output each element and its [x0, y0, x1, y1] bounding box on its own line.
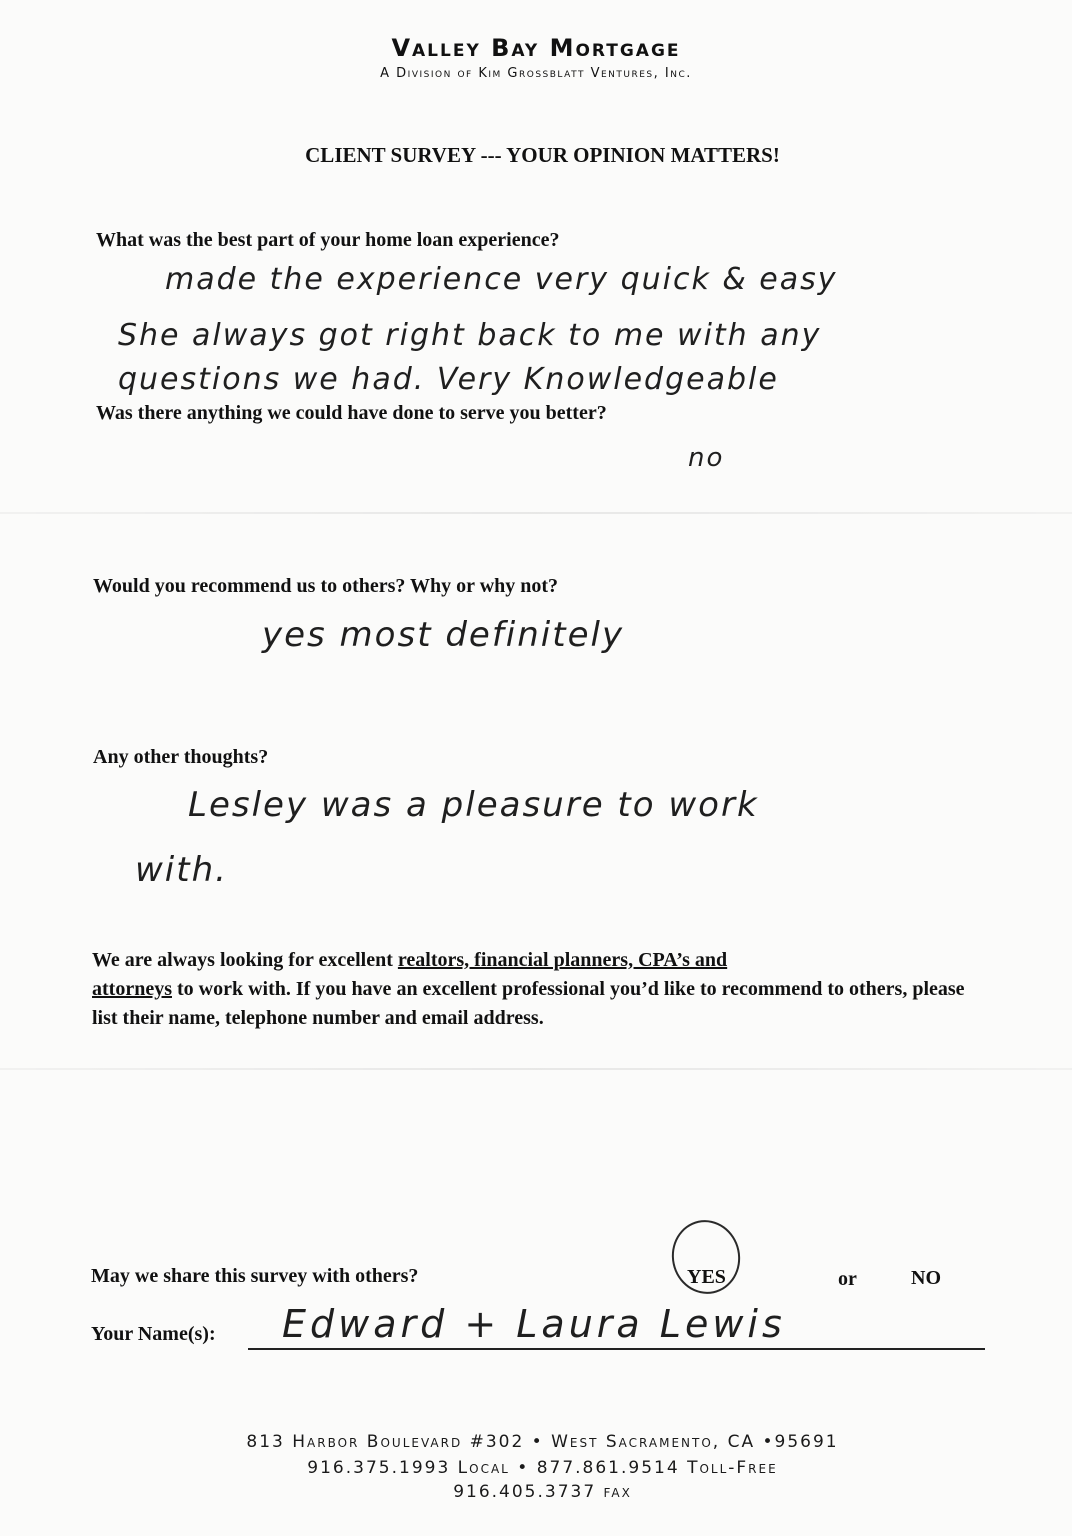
question-serve-better: Was there anything we could have done to serve you better? — [96, 402, 607, 424]
share-no-option[interactable]: NO — [911, 1267, 941, 1289]
referral-professions: realtors, financial planners, CPA’s and — [397, 949, 728, 971]
question-recommend: Would you recommend us to others? Why or why not? — [93, 575, 559, 597]
footer-address: 813 Harbor Boulevard #302 • West Sacramento, CA •95691 — [246, 1432, 839, 1452]
answer-best-part-line-2: She always got right back to me with any — [118, 318, 822, 353]
footer-fax: 916.405.3737 fax — [453, 1482, 632, 1502]
name-value[interactable]: Edward + Laura Lewis — [282, 1302, 786, 1346]
answer-other-thoughts-line-1: Lesley was a pleasure to work — [188, 785, 759, 825]
referral-attorneys: attorneys — [92, 978, 172, 1000]
answer-best-part-line-3: questions we had. Very Knowledgeable — [118, 362, 779, 397]
survey-title: CLIENT SURVEY --- YOUR OPINION MATTERS! — [305, 143, 780, 167]
name-underline — [248, 1348, 985, 1350]
company-division: A Division of Kim Grossblatt Ventures, Inc. — [380, 66, 692, 81]
answer-other-thoughts-line-2: with. — [135, 850, 228, 890]
footer-phone: 916.375.1993 Local • 877.861.9514 Toll-Free — [307, 1458, 778, 1478]
referral-text-end: to work with. If you have an excellent professional you’d like to recommend to others, please list their name, telephone number and email address. — [92, 978, 965, 1029]
referral-text-start: We are always looking for excellent — [92, 949, 398, 971]
fold-line — [0, 512, 1072, 514]
answer-best-part-line-1: made the experience very quick & easy — [165, 262, 838, 297]
referral-paragraph — [92, 946, 992, 1033]
share-or-label: or — [838, 1268, 857, 1290]
question-best-part: What was the best part of your home loan experience? — [96, 229, 560, 251]
fold-line — [0, 1068, 1072, 1070]
share-yes-option[interactable]: YES — [687, 1266, 726, 1288]
question-other-thoughts: Any other thoughts? — [93, 746, 269, 768]
company-name: Valley Bay Mortgage — [391, 34, 681, 62]
answer-serve-better: no — [688, 443, 725, 473]
name-label: Your Name(s): — [91, 1323, 216, 1345]
answer-recommend: yes most definitely — [262, 615, 625, 655]
share-question: May we share this survey with others? — [91, 1265, 419, 1287]
